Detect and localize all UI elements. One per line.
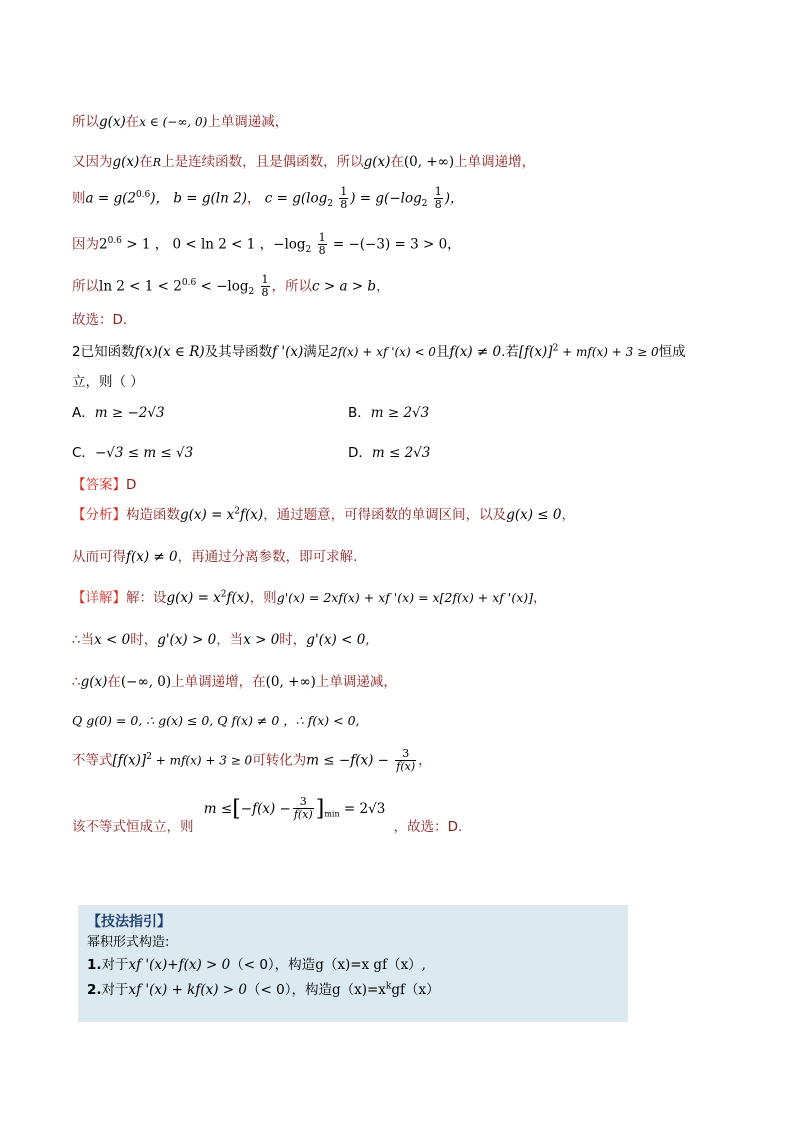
answer-line xyxy=(72,473,136,493)
detail-line-2 xyxy=(72,628,370,648)
solution-line-5 xyxy=(72,274,390,299)
numerator: 1 xyxy=(434,185,442,198)
math: m ≤ −f(x) − xyxy=(306,752,389,769)
numerator: 1 xyxy=(340,185,348,198)
detail-tag: 【详解】 xyxy=(72,590,126,606)
item-number: 2. xyxy=(87,982,102,998)
solution-line-3 xyxy=(72,186,464,211)
math: < −log xyxy=(196,278,249,295)
text: 该不等式恒成立，则 xyxy=(72,818,194,835)
math: g'(x) = 2xf(x) + xf '(x) = x[2f(x) + xf '(x)] xyxy=(276,590,534,605)
math: g(x) xyxy=(363,154,391,170)
option-label: D． xyxy=(348,445,372,461)
math-exp: 2 xyxy=(552,343,559,354)
math: )， xyxy=(150,190,170,207)
tips-title: 【技法指引】 xyxy=(87,914,171,930)
denominator: f(x) xyxy=(396,760,416,773)
math: g(x) xyxy=(80,674,108,690)
fraction xyxy=(318,232,327,257)
option-b[interactable] xyxy=(348,401,429,421)
fraction xyxy=(261,274,270,299)
text: 上单调递增，在 xyxy=(171,674,266,690)
math: = −(−3) = 3 > 0， xyxy=(328,236,461,253)
text: 在 xyxy=(125,114,140,130)
text: ， xyxy=(418,752,432,769)
option-value: m ≥ 2√3 xyxy=(370,405,430,421)
solution-line-1 xyxy=(72,110,288,130)
detail-line-1 xyxy=(72,586,547,606)
text: 上单调递增， xyxy=(454,154,536,170)
text: 从而可得 xyxy=(72,549,126,565)
text: ，再通过分离参数，即可求解. xyxy=(177,549,358,565)
text: ，故选：D. xyxy=(393,818,463,835)
math: (−∞, 0) xyxy=(120,674,172,690)
text: 及其导函数 xyxy=(204,344,273,360)
analysis-line-1 xyxy=(72,503,575,523)
question-2-line-2: 立，则（ ） xyxy=(72,374,144,390)
math: g(x) = x xyxy=(180,507,235,523)
math: xf '(x)+f(x) > 0 xyxy=(128,957,231,973)
solution-line-4 xyxy=(72,232,461,257)
text: ，所以 xyxy=(271,278,313,295)
fraction xyxy=(339,186,348,211)
math-exp: 0.6 xyxy=(135,190,151,200)
right-bracket: ] xyxy=(315,796,325,821)
text: 时， xyxy=(130,632,158,648)
text: ，通过题意，可得函数的单调区间，以及 xyxy=(263,507,507,523)
text: 上是连续函数，且是偶函数，所以 xyxy=(161,154,364,170)
question-2-line-1 xyxy=(72,340,686,360)
math-sub: min xyxy=(324,809,340,819)
math: a = g(2 xyxy=(85,190,136,207)
math: 2f(x) + xf '(x) < 0 xyxy=(330,345,436,359)
math: Q g(0) = 0, ∴ g(x) ≤ 0, Q f(x) ≠ 0 ，∴ f(x) < 0, xyxy=(72,713,360,728)
text: .若 xyxy=(501,344,519,360)
denominator: 8 xyxy=(261,286,269,299)
analysis-line-2 xyxy=(72,545,357,565)
math: g(x) xyxy=(112,154,140,170)
text: 已知函数 xyxy=(80,344,135,360)
detail-line-5 xyxy=(72,748,432,773)
text: 又因为 xyxy=(72,154,113,170)
text: ， xyxy=(533,590,547,606)
text: 因为 xyxy=(72,236,99,253)
solution-line-2 xyxy=(72,150,535,170)
math: g(x) = x xyxy=(166,590,221,606)
answer-tag: 【答案】 xyxy=(72,477,126,493)
text: 上单调递减， xyxy=(315,674,397,690)
math-exp: 2 xyxy=(234,506,241,517)
tips-item-2 xyxy=(87,978,440,998)
option-label: A． xyxy=(72,405,95,421)
text: ，当 xyxy=(216,632,244,648)
text: ，则 xyxy=(249,590,277,606)
math-exp: 2 xyxy=(220,589,227,600)
math: + mf(x) + 3 ≥ 0 xyxy=(151,753,253,768)
text: ， xyxy=(376,278,390,295)
text: 对于 xyxy=(101,957,129,973)
text: ， xyxy=(561,507,575,523)
math: (0, +∞) xyxy=(403,154,455,170)
text: , xyxy=(365,632,370,648)
math: b = g(ln 2) xyxy=(173,190,247,207)
denominator: 8 xyxy=(434,198,442,211)
tips-item-1 xyxy=(87,953,426,973)
math: g'(x) > 0 xyxy=(157,632,217,648)
math: f(x) xyxy=(240,507,264,523)
math: ln 2 < 1 < 2 xyxy=(99,278,182,295)
math: 2 xyxy=(99,236,108,253)
math: g'(x) < 0 xyxy=(306,632,366,648)
option-c[interactable] xyxy=(72,441,193,461)
text: ， xyxy=(246,190,261,207)
option-d[interactable] xyxy=(348,441,430,461)
fraction xyxy=(395,748,416,773)
answer-value: D xyxy=(126,477,137,493)
text: ∴当 xyxy=(72,632,95,648)
text: 则 xyxy=(72,190,86,207)
detail-line-6 xyxy=(72,795,463,835)
math-sub: 2 xyxy=(248,287,255,298)
math: g(x) xyxy=(99,114,126,130)
math: f '(x) xyxy=(272,344,304,360)
denominator: f(x) xyxy=(293,808,313,821)
denominator: 8 xyxy=(340,198,348,211)
math: [f(x)] xyxy=(518,344,553,360)
fraction xyxy=(434,186,443,211)
math: (0, +∞) xyxy=(265,674,316,690)
math: [f(x)] xyxy=(112,752,147,769)
math: xf '(x) + kf(x) > 0 xyxy=(128,982,247,998)
math: f(x) ≠ 0 xyxy=(126,549,178,565)
text: 且 xyxy=(435,344,450,360)
left-bracket: [ xyxy=(232,796,241,821)
math: > 1 ， 0 < ln 2 < 1 ，−log xyxy=(121,236,306,253)
math: x < 0 xyxy=(94,632,131,648)
denominator: 8 xyxy=(318,244,326,257)
math: f(x) ≠ 0 xyxy=(449,344,502,360)
math-sub: 2 xyxy=(421,199,428,210)
text: 可转化为 xyxy=(252,752,307,769)
text: 在 xyxy=(139,154,153,170)
math: g(x) ≤ 0 xyxy=(506,507,562,523)
option-label: C． xyxy=(72,445,95,461)
math-exp: 2 xyxy=(146,752,152,762)
text: （< 0），构造 xyxy=(247,982,332,998)
detail-line-3 xyxy=(72,670,397,690)
fraction xyxy=(293,796,314,821)
math: ) = g(−log xyxy=(350,190,422,207)
text: 在 xyxy=(107,674,121,690)
numerator: 3 xyxy=(395,748,416,761)
numerator: 1 xyxy=(261,273,269,286)
text: 解：设 xyxy=(126,590,167,606)
question-number: 2 xyxy=(72,344,81,360)
text: 恒成 xyxy=(658,344,686,360)
option-value: m ≥ −2√3 xyxy=(94,405,165,421)
text: 所以 xyxy=(72,114,99,130)
option-a[interactable] xyxy=(72,401,165,421)
min-expression xyxy=(203,795,390,821)
text: 时， xyxy=(279,632,307,648)
option-value: m ≤ 2√3 xyxy=(371,445,431,461)
option-value: −√3 ≤ m ≤ √3 xyxy=(94,445,194,461)
math: + mf(x) + 3 ≥ 0 xyxy=(558,345,659,359)
math: f(x)(x ∈ R) xyxy=(134,344,205,360)
math: g（x)=x xyxy=(331,982,386,998)
numerator: 1 xyxy=(318,231,326,244)
math: x > 0 xyxy=(243,632,280,648)
math-exp: 0.6 xyxy=(107,236,122,246)
option-label: B． xyxy=(348,405,371,421)
math: g（x)=x gf（x）, xyxy=(315,957,426,973)
math: −f(x) − xyxy=(240,800,291,817)
text: 不等式 xyxy=(72,752,113,769)
math: m ≤ xyxy=(203,800,233,817)
text: （< 0），构造 xyxy=(230,957,316,973)
math-sub: 2 xyxy=(327,199,333,210)
numerator: 3 xyxy=(293,796,314,809)
math: c = g(log xyxy=(264,190,328,207)
math: R xyxy=(152,156,162,169)
tips-subtitle: 幂积形式构造: xyxy=(87,935,170,950)
math-sub: 2 xyxy=(305,245,312,256)
solution-answer-line: 故选：D. xyxy=(72,312,128,328)
math-exp: 0.6 xyxy=(181,278,197,288)
math: )， xyxy=(444,190,464,207)
item-number: 1. xyxy=(87,957,102,973)
analysis-tag: 【分析】 xyxy=(72,507,126,523)
text: ∴ xyxy=(72,674,81,690)
text: 构造函数 xyxy=(126,507,180,523)
text: 在 xyxy=(390,154,404,170)
text: 满足 xyxy=(303,344,331,360)
math: f(x) xyxy=(226,590,250,606)
text: 所以 xyxy=(72,278,99,295)
math-exp: k xyxy=(385,981,392,992)
text: 上单调递减， xyxy=(207,114,289,130)
detail-line-4 xyxy=(72,711,360,729)
math: c > a > b xyxy=(312,278,377,295)
math: gf（x） xyxy=(391,982,440,998)
technique-tips-box xyxy=(78,905,628,1022)
text: 对于 xyxy=(101,982,129,998)
math: x ∈ (−∞, 0) xyxy=(139,115,208,129)
math: = 2√3 xyxy=(343,800,386,817)
